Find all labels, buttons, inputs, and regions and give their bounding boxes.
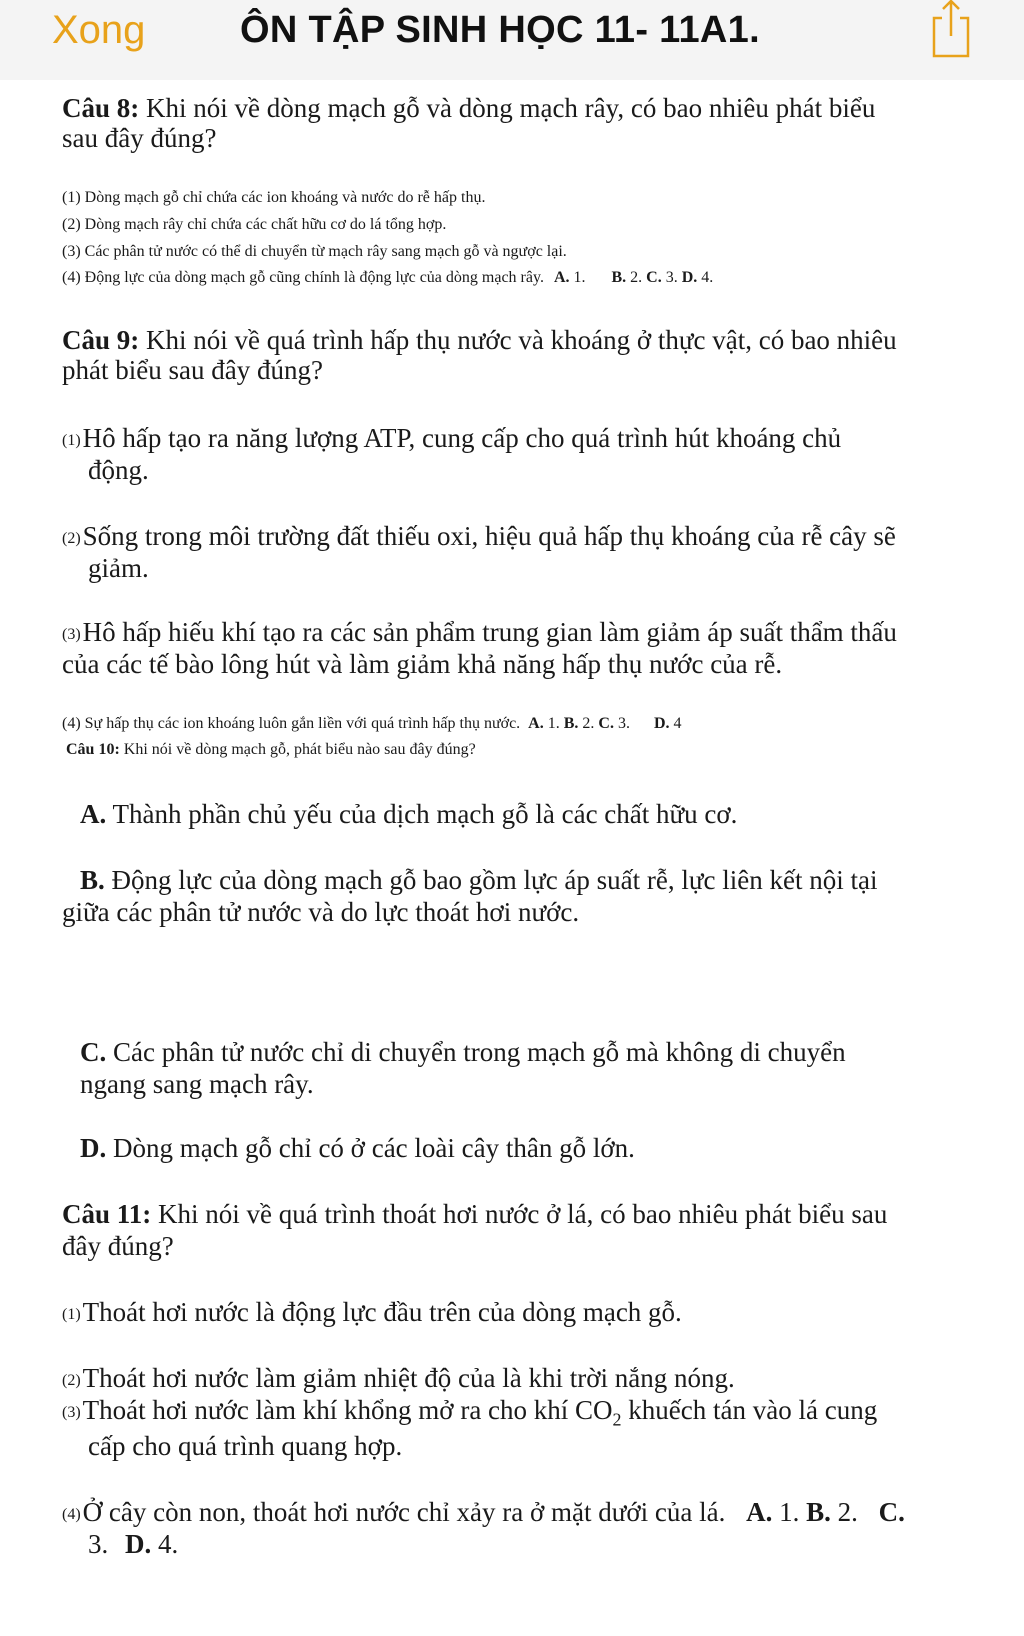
q11-statement-1: (1)Thoát hơi nước là động lực đầu trên của dòng mạch gỗ.	[62, 1297, 682, 1327]
q9-answer-a: A. 1.	[528, 715, 560, 732]
q11-stem-line1: Câu 11: Khi nói về quá trình thoát hơi nước ở lá, có bao nhiêu phát biểu sau	[62, 1199, 888, 1229]
q8-answer-b: B. 2.	[611, 269, 643, 286]
q11-statement-3-cont: cấp cho quá trình quang hợp.	[88, 1431, 403, 1461]
q9-statement-1-cont: động.	[88, 455, 149, 485]
q8-label: Câu 8:	[62, 93, 140, 123]
document-title: ÔN TẬP SINH HỌC 11- 11A1.	[240, 9, 760, 51]
q10-option-d: D. Dòng mạch gỗ chỉ có ở các loài cây thân gỗ lớn.	[80, 1133, 635, 1163]
q9-answer-c: C. 3.	[598, 715, 630, 732]
share-icon	[926, 0, 974, 60]
q8-answer-a: A. 1.	[553, 269, 586, 286]
q9-answer-d: D. 4	[653, 715, 682, 732]
q10-option-c: C. Các phân tử nước chỉ di chuyển trong mạch gỗ mà không di chuyển	[80, 1037, 846, 1067]
q11-statement-2: (2)Thoát hơi nước làm giảm nhiệt độ của là khi trời nắng nóng.	[62, 1363, 735, 1393]
q8-statement-4: (4) Động lực của dòng mạch gỗ cũng chính là động lực của dòng mạch rây. A. 1. B. 2. C. 3. D. 4.	[62, 269, 714, 286]
q11-answer-b: B. 2.	[806, 1497, 858, 1527]
q8-answer-c: C. 3.	[646, 269, 678, 286]
q9-stem-line1: Câu 9: Khi nói về quá trình hấp thụ nước và khoáng ở thực vật, có bao nhiêu	[62, 325, 897, 355]
q9-statement-4: (4) Sự hấp thụ các ion khoáng luôn gắn liền với quá trình hấp thụ nước. A. 1. B. 2. C. 3. D. 4	[62, 715, 682, 732]
share-button[interactable]	[926, 0, 974, 60]
q8-stem-line2: sau đây đúng?	[62, 123, 217, 153]
q8-answer-d: D. 4.	[681, 269, 714, 286]
q9-label: Câu 9:	[62, 325, 140, 355]
q11-statement-4: (4)Ở cây còn non, thoát hơi nước chỉ xảy ra ở mặt dưới của lá. A. 1. B. 2. C.	[62, 1497, 905, 1527]
q8-stem-line1: Câu 8: Khi nói về dòng mạch gỗ và dòng mạch rây, có bao nhiêu phát biểu	[62, 93, 876, 123]
q9-answer-b: B. 2.	[563, 715, 595, 732]
navigation-bar	[0, 0, 1024, 80]
q10-option-a: A. Thành phần chủ yếu của dịch mạch gỗ là các chất hữu cơ.	[80, 799, 738, 829]
q11-answer-c-value: 3.	[88, 1529, 109, 1559]
q9-stem-line2: phát biểu sau đây đúng?	[62, 355, 323, 385]
q9-statement-3-cont: của các tế bào lông hút và làm giảm khả năng hấp thụ nước của rễ.	[62, 649, 783, 679]
q10-option-b-cont: giữa các phân tử nước và do lực thoát hơi nước.	[62, 897, 580, 927]
q8-statement-2: (2) Dòng mạch rây chỉ chứa các chất hữu cơ do lá tổng hợp.	[62, 216, 447, 233]
q9-statement-1: (1)Hô hấp tạo ra năng lượng ATP, cung cấp cho quá trình hút khoáng chủ	[62, 423, 842, 453]
q11-label: Câu 11:	[62, 1199, 152, 1229]
q10-option-c-cont: ngang sang mạch rây.	[80, 1069, 314, 1099]
q11-stem-line2: đây đúng?	[62, 1231, 174, 1261]
q11-statement-3: (3)Thoát hơi nước làm khí khổng mở ra cho khí $CO_2$ khuếch tán vào lá cung	[62, 1395, 878, 1430]
q11-answer-cont	[88, 1528, 178, 1561]
document-page	[0, 80, 1024, 1636]
q10-option-b: B. Động lực của dòng mạch gỗ bao gồm lực áp suất rễ, lực liên kết nội tại	[80, 865, 878, 895]
q8-statement-1: (1) Dòng mạch gỗ chỉ chứa các ion khoáng và nước do rễ hấp thụ.	[62, 189, 486, 206]
q10-stem: Câu 10: Khi nói về dòng mạch gỗ, phát biểu nào sau đây đúng?	[66, 741, 476, 758]
q8-statement-3: (3) Các phân tử nước có thể di chuyển từ mạch rây sang mạch gỗ và ngược lại.	[62, 243, 567, 260]
q11-answer-a: A. 1.	[746, 1497, 800, 1527]
q11-answer-d: D. 4.	[125, 1529, 179, 1559]
q9-statement-3: (3)Hô hấp hiếu khí tạo ra các sản phẩm trung gian làm giảm áp suất thẩm thấu	[62, 617, 897, 647]
q10-label: Câu 10:	[66, 741, 120, 758]
q9-statement-2: (2)Sống trong môi trường đất thiếu oxi, hiệu quả hấp thụ khoáng của rễ cây sẽ	[62, 521, 896, 551]
done-button[interactable]: Xong	[52, 8, 146, 52]
q9-statement-2-cont: giảm.	[88, 553, 149, 583]
q11-answer-c-label: C.	[878, 1497, 905, 1527]
